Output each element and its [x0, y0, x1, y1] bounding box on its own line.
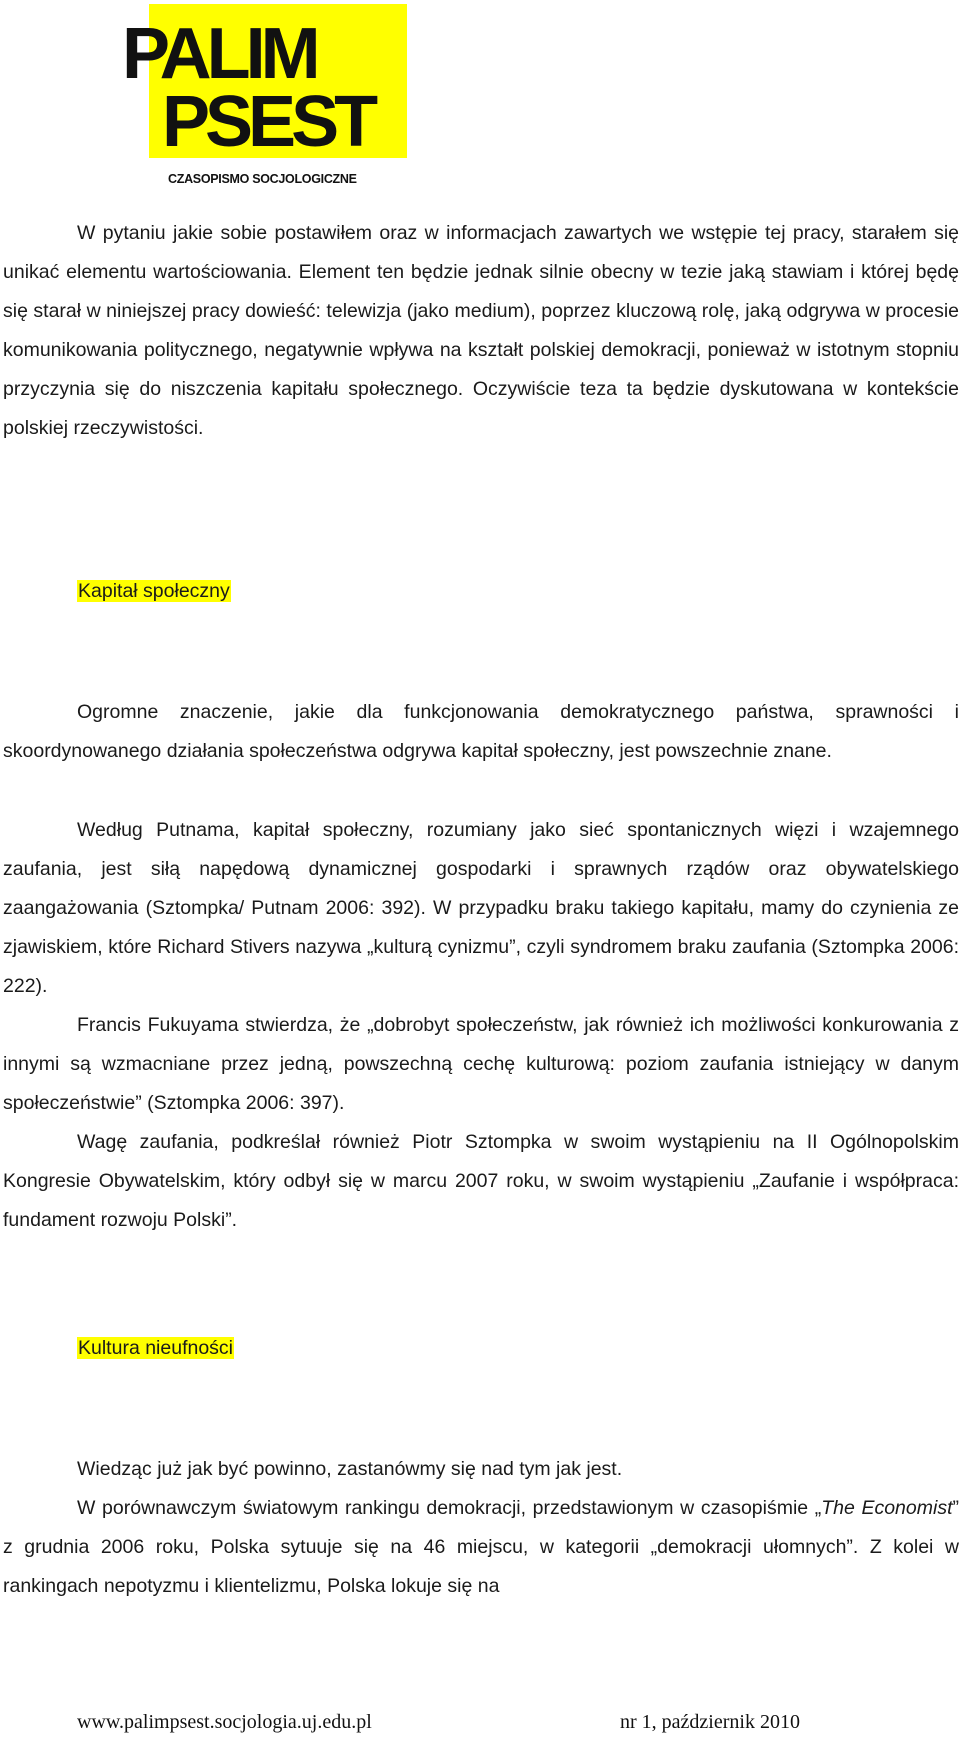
- paragraph-intro: Wiedząc już jak być powinno, zastanówmy się nad tym jak jest.: [77, 1458, 623, 1480]
- logo-line-2: PSEST: [162, 82, 374, 162]
- heading-highlight: Kultura nieufności: [78, 1337, 234, 1359]
- paragraph-fukuyama: Francis Fukuyama stwierdza, że „dobrobyt społeczeństw, jak również ich możliwości konkurowania z innymi są wzmacniane przez jedną, powszechną cechę kulturową: poziom zaufania istniejący w danym społeczeństwie” (Sztompka 2006: 397).: [3, 1014, 959, 1114]
- paragraph-ranking: [3, 1489, 959, 1606]
- magazine-title: The Economist: [821, 1497, 953, 1519]
- ranking-text-end: ” z grudnia 2006 roku, Polska sytuuje się na 46 miejscu, w kategorii „demokracji ułomnych”. Z kolei w rankingach nepotyzmu i klientelizmu, Polska lokuje się na: [3, 1497, 959, 1597]
- paragraph-putnam: Według Putnama, kapitał społeczny, rozumiany jako sieć spontanicznych więzi i wzajemnego zaufania, jest siłą napędową dynamicznej gospodarki i sprawnych rządów oraz obywatelskiego zaangażowania (Sztompka/ Putnam 2006: 392). W przypadku braku takiego kapitału, mamy do czynienia ze zjawiskiem, które Richard Stivers nazywa „kulturą cynizmu”, czyli syndromem braku zaufania (Sztompka 2006: 222).: [3, 819, 959, 997]
- ranking-text-start: W porównawczym światowym rankingu demokracji, przedstawionym w czasopiśmie „: [77, 1497, 822, 1519]
- logo-subtitle: CZASOPISMO SOCJOLOGICZNE: [168, 172, 357, 186]
- paragraph-importance: Ogromne znaczenie, jakie dla funkcjonowania demokratycznego państwa, sprawności i skoordynowanego działania społeczeństwa odgrywa kapitał społeczny, jest powszechnie znane.: [3, 701, 959, 762]
- paragraph-sztompka: Wagę zaufania, podkreślał również Piotr Sztompka w swoim wystąpieniu na II Ogólnopolskim Kongresie Obywatelskim, który odbył się w marcu 2007 roku, w swoim wystąpieniu „Zaufanie i współpraca: fundament rozwoju Polski”.: [3, 1131, 959, 1231]
- paragraph-thesis: W pytaniu jakie sobie postawiłem oraz w informacjach zawartych we wstępie tej pracy, starałem się unikać elementu wartościowania. Element ten będzie jednak silnie obecny w tezie jaką stawiam i której będę się starał w niniejszej pracy dowieść: telewizja (jako medium), poprzez kluczową rolę, jaką odgrywa w procesie komunikowania politycznego, negatywnie wpływa na kształt polskiej demokracji, ponieważ w istotnym stopniu przyczynia się do niszczenia kapitału społecznego. Oczywiście teza ta będzie dyskutowana w kontekście polskiej rzeczywistości.: [3, 222, 959, 439]
- heading-highlight: Kapitał społeczny: [78, 580, 230, 602]
- journal-logo: [122, 4, 407, 190]
- logo-line-1: PALIM: [122, 14, 316, 94]
- footer-url: www.palimpsest.socjologia.uj.edu.pl: [77, 1711, 372, 1733]
- section-heading-kultura: [77, 1335, 234, 1361]
- section-heading-kapital: [77, 578, 231, 604]
- footer-issue: nr 1, październik 2010: [620, 1711, 800, 1733]
